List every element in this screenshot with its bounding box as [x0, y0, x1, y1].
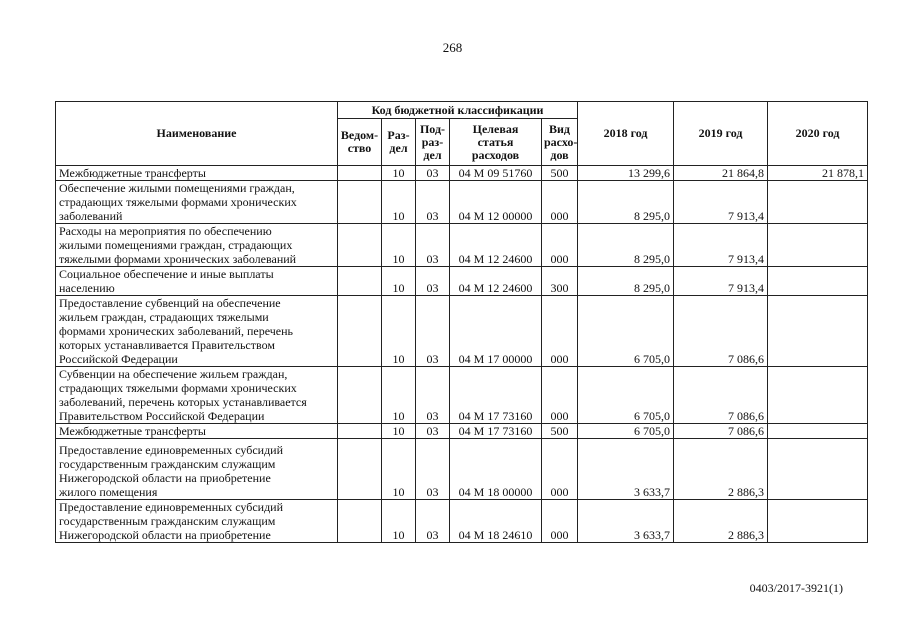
row-vid: 500 [542, 424, 578, 439]
table-row [56, 181, 868, 224]
row-vedomstvo [338, 267, 382, 296]
header-2019: 2019 год [674, 102, 768, 166]
row-razdel: 10 [382, 367, 416, 424]
header-vid: Вид расхо- дов [542, 119, 578, 166]
budget-table [55, 101, 868, 543]
row-podrazdel: 03 [416, 296, 450, 367]
row-name: Обеспечение жилыми помещениями граждан, страдающих тяжелыми формами хронических заболеваний [56, 181, 338, 224]
row-2018: 3 633,7 [578, 500, 674, 543]
row-2019: 2 886,3 [674, 439, 768, 500]
header-razdel: Раз- дел [382, 119, 416, 166]
row-2019: 7 913,4 [674, 181, 768, 224]
row-vedomstvo [338, 224, 382, 267]
header-2020: 2020 год [768, 102, 868, 166]
row-2019: 7 086,6 [674, 296, 768, 367]
row-2018: 8 295,0 [578, 224, 674, 267]
table-row [56, 267, 868, 296]
row-tselevaya: 04 М 18 00000 [450, 439, 542, 500]
row-vid: 000 [542, 224, 578, 267]
row-podrazdel: 03 [416, 267, 450, 296]
row-razdel: 10 [382, 439, 416, 500]
row-2019: 7 913,4 [674, 224, 768, 267]
row-razdel: 10 [382, 424, 416, 439]
row-2020 [768, 424, 868, 439]
row-vedomstvo [338, 367, 382, 424]
row-2020 [768, 500, 868, 543]
row-vid: 000 [542, 439, 578, 500]
row-2020: 21 878,1 [768, 166, 868, 181]
row-2019: 2 886,3 [674, 500, 768, 543]
row-2018: 13 299,6 [578, 166, 674, 181]
row-podrazdel: 03 [416, 500, 450, 543]
row-tselevaya: 04 М 12 24600 [450, 267, 542, 296]
document-code: 0403/2017-3921(1) [749, 581, 843, 595]
row-2020 [768, 296, 868, 367]
row-2019: 7 086,6 [674, 424, 768, 439]
row-name: Предоставление субвенций на обеспечение жильем граждан, страдающих тяжелыми формами хронических заболеваний, перечень которых устанавливается Правительством Российской Федерации [56, 296, 338, 367]
table-row [56, 166, 868, 181]
row-podrazdel: 03 [416, 181, 450, 224]
row-tselevaya: 04 М 12 00000 [450, 181, 542, 224]
row-name: Межбюджетные трансферты [56, 166, 338, 181]
header-podrazdel: Под- раз- дел [416, 119, 450, 166]
row-2020 [768, 439, 868, 500]
row-tselevaya: 04 М 17 73160 [450, 424, 542, 439]
row-2019: 21 864,8 [674, 166, 768, 181]
row-razdel: 10 [382, 500, 416, 543]
row-tselevaya: 04 М 17 73160 [450, 367, 542, 424]
row-name: Субвенции на обеспечение жильем граждан, страдающих тяжелыми формами хронических заболеваний, перечень которых устанавливается Правительством Российской Федерации [56, 367, 338, 424]
row-2020 [768, 181, 868, 224]
table-row [56, 367, 868, 424]
row-vid: 000 [542, 296, 578, 367]
row-vid: 000 [542, 500, 578, 543]
row-vedomstvo [338, 166, 382, 181]
row-podrazdel: 03 [416, 424, 450, 439]
row-2018: 6 705,0 [578, 424, 674, 439]
row-podrazdel: 03 [416, 439, 450, 500]
row-2020 [768, 267, 868, 296]
table-row [56, 500, 868, 543]
row-vid: 000 [542, 181, 578, 224]
table-row [56, 224, 868, 267]
row-2018: 8 295,0 [578, 267, 674, 296]
header-code-group: Код бюджетной классификации [338, 102, 578, 119]
row-2020 [768, 367, 868, 424]
row-vid: 500 [542, 166, 578, 181]
row-razdel: 10 [382, 166, 416, 181]
row-vid: 000 [542, 367, 578, 424]
row-2020 [768, 224, 868, 267]
row-tselevaya: 04 М 12 24600 [450, 224, 542, 267]
header-vedomstvo: Ведом- ство [338, 119, 382, 166]
row-tselevaya: 04 М 17 00000 [450, 296, 542, 367]
table-row [56, 296, 868, 367]
row-vedomstvo [338, 439, 382, 500]
row-vedomstvo [338, 500, 382, 543]
row-2018: 6 705,0 [578, 296, 674, 367]
row-2019: 7 086,6 [674, 367, 768, 424]
row-razdel: 10 [382, 267, 416, 296]
row-name: Предоставление единовременных субсидий государственным гражданским служащим Нижегородской области на приобретение жилого помещения [56, 439, 338, 500]
row-2018: 3 633,7 [578, 439, 674, 500]
row-podrazdel: 03 [416, 367, 450, 424]
row-vid: 300 [542, 267, 578, 296]
row-name: Расходы на мероприятия по обеспечению жилыми помещениями граждан, страдающих тяжелыми формами хронических заболеваний [56, 224, 338, 267]
row-podrazdel: 03 [416, 166, 450, 181]
table-row [56, 424, 868, 439]
row-podrazdel: 03 [416, 224, 450, 267]
header-name: Наименование [56, 102, 338, 166]
row-vedomstvo [338, 181, 382, 224]
page-number: 268 [442, 40, 463, 55]
row-razdel: 10 [382, 224, 416, 267]
row-razdel: 10 [382, 181, 416, 224]
row-name: Социальное обеспечение и иные выплаты населению [56, 267, 338, 296]
row-2018: 6 705,0 [578, 367, 674, 424]
table-row [56, 439, 868, 500]
row-name: Предоставление единовременных субсидий государственным гражданским служащим Нижегородской области на приобретение [56, 500, 338, 543]
row-2019: 7 913,4 [674, 267, 768, 296]
row-2018: 8 295,0 [578, 181, 674, 224]
header-row-top [56, 102, 868, 119]
row-name: Межбюджетные трансферты [56, 424, 338, 439]
header-tselevaya: Целевая статья расходов [450, 119, 542, 166]
row-tselevaya: 04 М 18 24610 [450, 500, 542, 543]
header-2018: 2018 год [578, 102, 674, 166]
row-tselevaya: 04 М 09 51760 [450, 166, 542, 181]
row-vedomstvo [338, 424, 382, 439]
row-razdel: 10 [382, 296, 416, 367]
row-vedomstvo [338, 296, 382, 367]
